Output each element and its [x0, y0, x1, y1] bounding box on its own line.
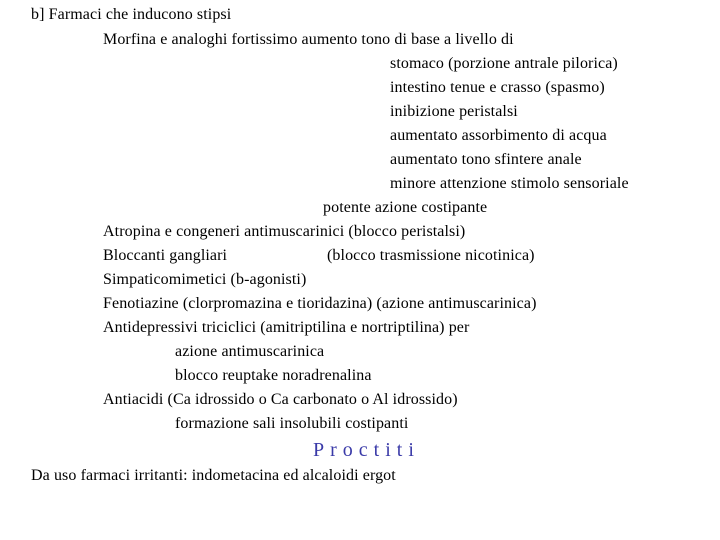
morfina-effect: aumentato assorbimento di acqua	[390, 127, 607, 144]
footer-line: Da uso farmaci irritanti: indometacina ed alcaloidi ergot	[31, 467, 396, 484]
antidepressivi-item: azione antimuscarinica	[175, 343, 325, 360]
antiacidi-item: formazione sali insolubili costipanti	[175, 415, 409, 432]
morfina-effect: minore attenzione stimolo sensoriale	[390, 175, 629, 192]
section-b-heading: b] Farmaci che inducono stipsi	[31, 6, 232, 23]
fenotiazine-line: Fenotiazine (clorpromazina e tioridazina) (azione antimuscarinica)	[103, 295, 537, 312]
morfina-conclusion: potente azione costipante	[323, 199, 488, 216]
morfina-heading: Morfina e analoghi fortissimo aumento tono di base a livello di	[103, 31, 514, 48]
simpaticomimetici-line: Simpaticomimetici (b-agonisti)	[103, 271, 307, 288]
antiacidi-heading: Antiacidi (Ca idrossido o Ca carbonato o Al idrossido)	[103, 391, 458, 408]
morfina-effect: aumentato tono sfintere anale	[390, 151, 582, 168]
proctiti-title: Proctiti	[313, 439, 420, 461]
antidepressivi-item: blocco reuptake noradrenalina	[175, 367, 372, 384]
antidepressivi-heading: Antidepressivi triciclici (amitriptilina e nortriptilina) per	[103, 319, 470, 336]
morfina-effect: stomaco (porzione antrale pilorica)	[390, 55, 618, 72]
bloccanti-note: (blocco trasmissione nicotinica)	[327, 247, 535, 264]
morfina-effect: intestino tenue e crasso (spasmo)	[390, 79, 605, 96]
bloccanti-name: Bloccanti gangliari	[103, 247, 228, 264]
atropina-line: Atropina e congeneri antimuscarinici (blocco peristalsi)	[103, 223, 466, 240]
morfina-effect: inibizione peristalsi	[390, 103, 518, 120]
